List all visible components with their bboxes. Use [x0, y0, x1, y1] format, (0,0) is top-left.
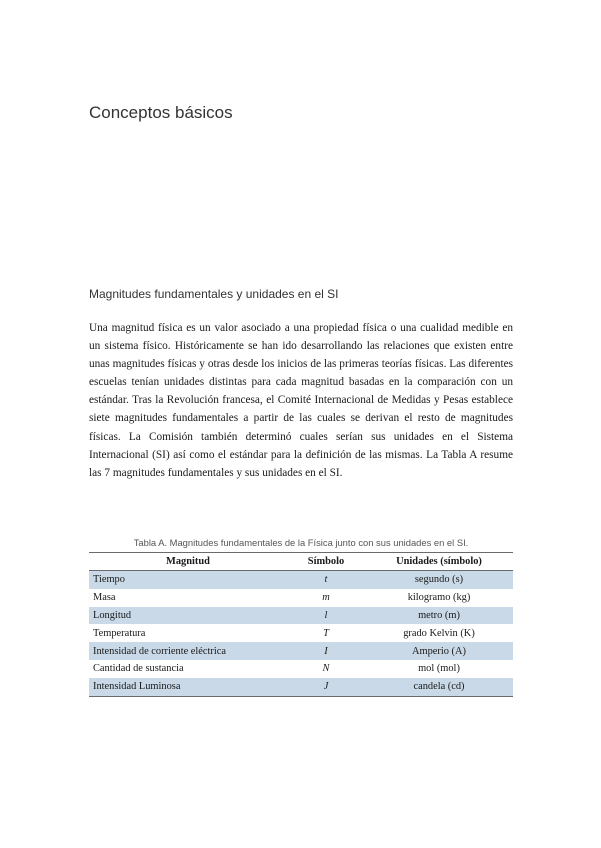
cell-simbolo: t — [287, 571, 365, 589]
header-simbolo: Símbolo — [287, 553, 365, 571]
table-caption: Tabla A. Magnitudes fundamentales de la Física junto con sus unidades en el SI. — [133, 537, 469, 548]
cell-unidades: metro (m) — [365, 607, 513, 625]
cell-simbolo: J — [287, 678, 365, 696]
cell-simbolo: N — [287, 660, 365, 678]
cell-magnitud: Intensidad de corriente eléctrica — [89, 642, 287, 660]
table-row — [89, 642, 513, 660]
section-title: Magnitudes fundamentales y unidades en el SI — [89, 287, 339, 301]
cell-simbolo: m — [287, 589, 365, 607]
cell-unidades: segundo (s) — [365, 571, 513, 589]
table-row — [89, 571, 513, 589]
table-header-row — [89, 553, 513, 571]
table-row — [89, 678, 513, 696]
header-magnitud: Magnitud — [89, 553, 287, 571]
cell-simbolo: I — [287, 642, 365, 660]
cell-unidades: Amperio (A) — [365, 642, 513, 660]
cell-magnitud: Intensidad Luminosa — [89, 678, 287, 696]
body-paragraph: Una magnitud física es un valor asociado a una propiedad física o una cualidad medible en un sistema físico. Históricamente se han ido desarrollando las relaciones que existen entre unas magnitudes físicas y otras desde los inicios de las primeras teorías físicas. Las diferentes escuelas tenían unidades distintas para cada magnitud basadas en la comparación con un estándar. Tras la Revolución francesa, el Comité Internacional de Medidas y Pesas establece siete magnitudes fundamentales a partir de las cuales se derivan el resto de magnitudes físicas. La Comisión también determinó cuales serían sus unidades en el Sistema Internacional (SI) así como el estándar para la definición de las mismas. La Tabla A resume las 7 magnitudes fundamentales y sus unidades en el SI. — [89, 322, 513, 479]
table-row — [89, 660, 513, 678]
table-row — [89, 589, 513, 607]
table-row — [89, 624, 513, 642]
cell-simbolo: T — [287, 624, 365, 642]
cell-magnitud: Tiempo — [89, 571, 287, 589]
cell-unidades: grado Kelvin (K) — [365, 624, 513, 642]
header-unidades: Unidades (símbolo) — [365, 553, 513, 571]
cell-magnitud: Temperatura — [89, 624, 287, 642]
chapter-title: Conceptos básicos — [89, 103, 233, 122]
cell-magnitud: Longitud — [89, 607, 287, 625]
cell-unidades: mol (mol) — [365, 660, 513, 678]
cell-magnitud: Masa — [89, 589, 287, 607]
table-row — [89, 607, 513, 625]
magnitudes-table — [89, 552, 513, 697]
cell-magnitud: Cantidad de sustancia — [89, 660, 287, 678]
cell-unidades: candela (cd) — [365, 678, 513, 696]
cell-unidades: kilogramo (kg) — [365, 589, 513, 607]
cell-simbolo: l — [287, 607, 365, 625]
